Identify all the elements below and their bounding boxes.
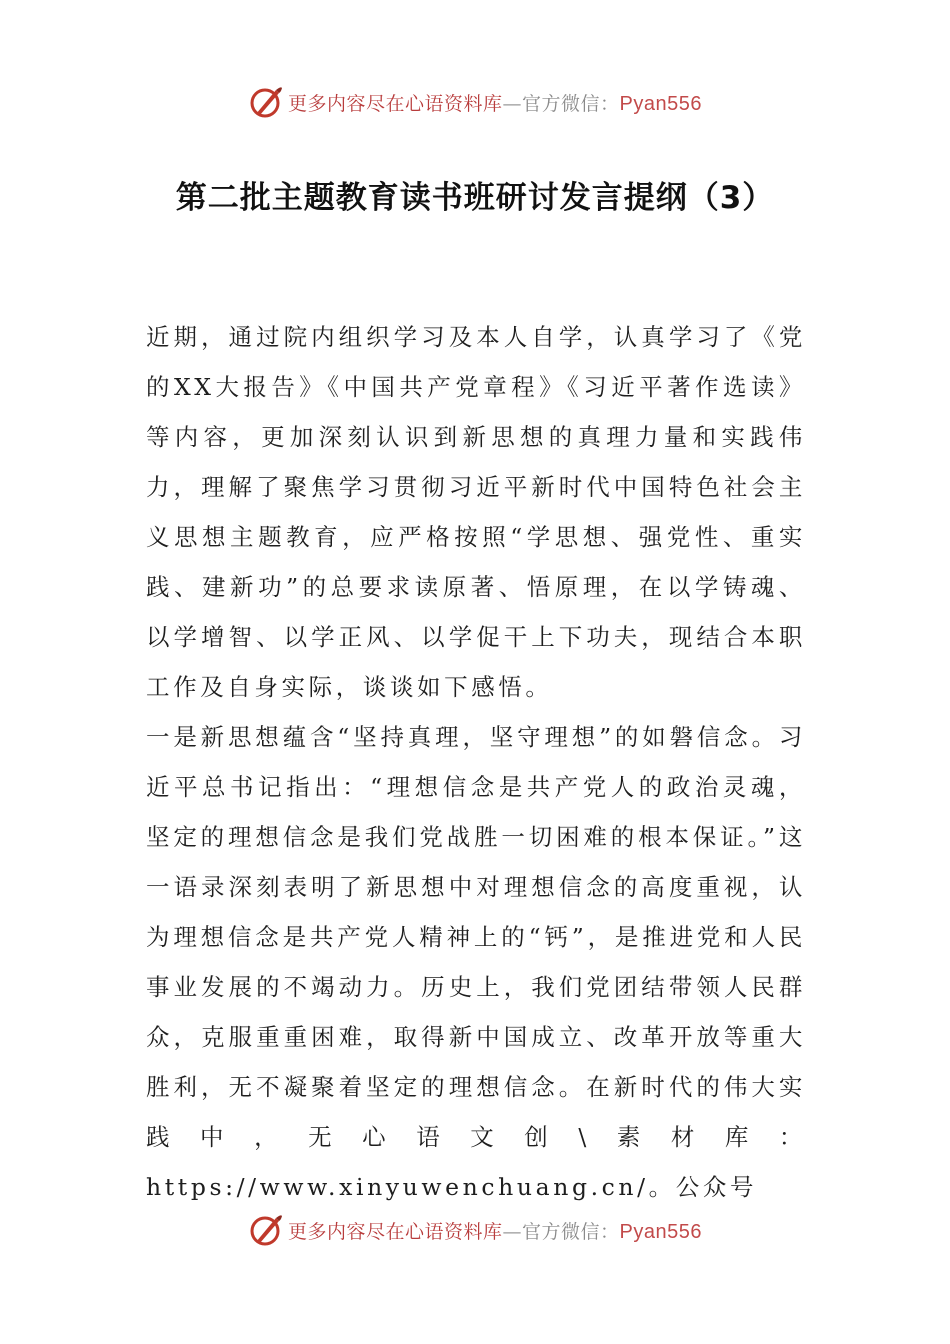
footer-watermark xyxy=(0,1210,950,1250)
document-body xyxy=(146,312,806,1212)
paragraph-intro: 近期，通过院内组织学习及本人自学，认真学习了《党的XX大报告》《中国共产党章程》《习近平著作选读》等内容，更加深刻认识到新思想的真理力量和实践伟力，理解了聚焦学习贯彻习近平新时代中国特色社会主义思想主题教育，应严格按照“学思想、强党性、重实践、建新功”的总要求读原著、悟原理，在以学铸魂、以学增智、以学正风、以学促干上下功夫，现结合本职工作及自身实际，谈谈如下感悟。 xyxy=(146,323,806,701)
watermark-wechat-label: 官方微信： xyxy=(522,1220,620,1243)
quill-logo-icon xyxy=(248,84,284,120)
watermark-dash: — xyxy=(502,1220,523,1243)
document-title: 第二批主题教育读书班研讨发言提纲（3） xyxy=(175,180,775,216)
watermark-dash: — xyxy=(502,92,523,115)
paragraph-point-one: 一是新思想蕴含“坚持真理，坚守理想”的如磐信念。习近平总书记指出：“理想信念是共产党人的政治灵魂，坚定的理想信念是我们党战胜一切困难的根本保证。”这一语录深刻表明了新思想中对理想信念的高度重视，认为理想信念是共产党人精神上的“钙”，是推进党和人民事业发展的不竭动力。历史上，我们党团结带领人民群众，克服重重困难，取得新中国成立、改革开放等重大胜利，无不凝聚着坚定的理想信念。在新时代的伟大实践中，无心语文创\素材库：https://www.xinyuwenchuang.cn/。公众号 xyxy=(146,723,806,1201)
watermark-wechat-label: 官方微信： xyxy=(522,92,620,115)
header-watermark xyxy=(0,82,950,122)
watermark-text: 更多内容尽在心语资料库 xyxy=(288,92,503,115)
watermark-wechat-id: Pyan556 xyxy=(619,1220,702,1243)
watermark-wechat-id: Pyan556 xyxy=(619,92,702,115)
quill-logo-icon xyxy=(248,1212,284,1248)
watermark-text: 更多内容尽在心语资料库 xyxy=(288,1220,503,1243)
